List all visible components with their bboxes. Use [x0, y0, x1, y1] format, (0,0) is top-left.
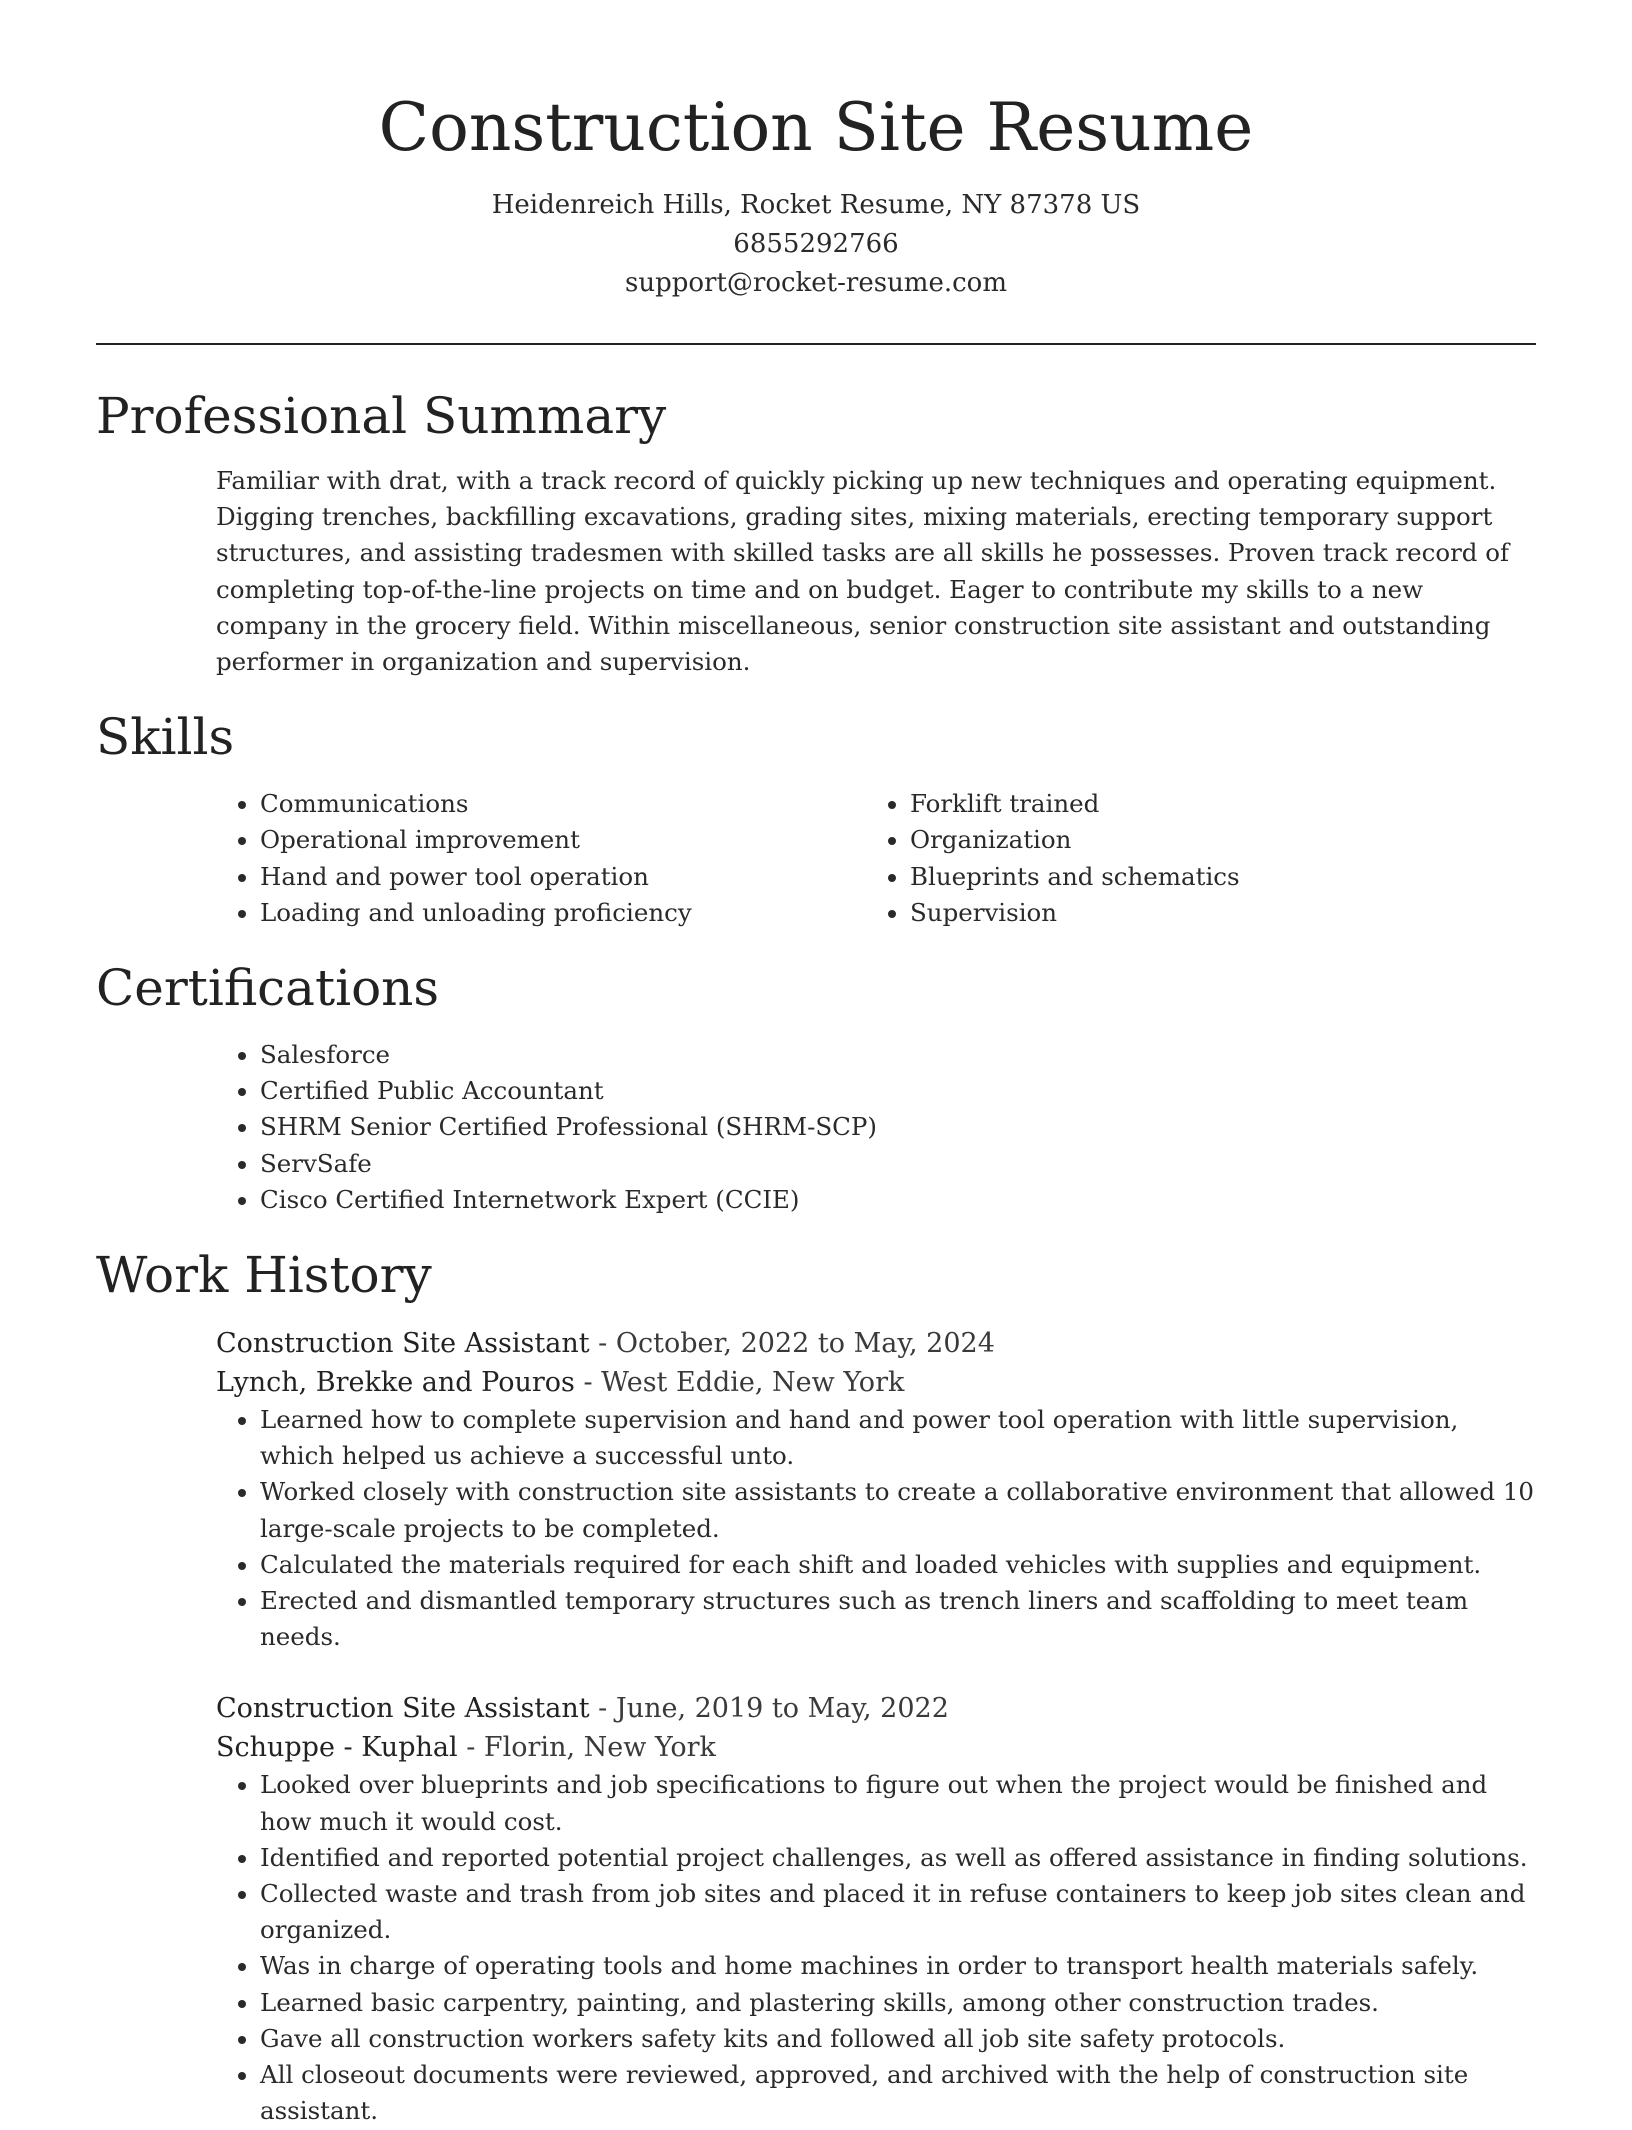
skill-item: • Communications [260, 786, 866, 822]
skills-list-left [216, 786, 866, 931]
skill-item: • Operational improvement [260, 822, 866, 858]
job-entry [216, 1689, 1536, 2129]
job-position: Construction Site Assistant [216, 1328, 590, 1360]
contact-address: Heidenreich Hills, Rocket Resume, NY 87378 US [491, 190, 1141, 220]
summary-heading: Professional Summary [96, 387, 667, 445]
job-position: Construction Site Assistant [216, 1693, 590, 1725]
certifications-block [216, 1037, 1536, 1218]
contact-phone: 6855292766 [733, 229, 899, 259]
certification-item: • Cisco Certified Internetwork Expert (CCIE) [260, 1182, 1536, 1218]
certification-item: • Certified Public Accountant [260, 1073, 1536, 1109]
contact-block [96, 186, 1536, 303]
job-duty-item: • Identified and reported potential project challenges, as well as offered assistance in finding solutions. [260, 1840, 1536, 1876]
job-dates: - June, 2019 to May, 2022 [589, 1693, 949, 1725]
certifications-heading: Certifications [96, 959, 440, 1018]
job-duty-item: • Calculated the materials required for each shift and loaded vehicles with supplies and equipment. [260, 1547, 1536, 1583]
job-position-line [216, 1689, 1536, 1728]
job-duty-item: • Gave all construction workers safety kits and followed all job site safety protocols. [260, 2021, 1536, 2057]
job-duties-list [216, 1402, 1536, 1655]
job-dates: - October, 2022 to May, 2024 [589, 1328, 995, 1360]
job-company-line [216, 1363, 1536, 1402]
resume-header [96, 78, 1536, 303]
job-duty-item: • Was in charge of operating tools and home machines in order to transport health materials safely. [260, 1948, 1536, 1984]
job-position-line [216, 1324, 1536, 1363]
skill-item: • Blueprints and schematics [910, 859, 1536, 895]
header-divider [96, 343, 1536, 345]
job-location: - Florin, New York [457, 1732, 716, 1764]
job-duty-item: • Learned how to complete supervision and hand and power tool operation with little supervision, which helped us achieve a successful unto. [260, 1402, 1536, 1474]
certification-item: • SHRM Senior Certified Professional (SHRM-SCP) [260, 1109, 1536, 1145]
skills-heading: Skills [96, 708, 235, 767]
job-duty-item: • Looked over blueprints and job specifications to figure out when the project would be finished and how much it would cost. [260, 1767, 1536, 1839]
skills-list-right [866, 786, 1536, 931]
job-duty-item: • All closeout documents were reviewed, approved, and archived with the help of construction site assistant. [260, 2057, 1536, 2129]
skill-item: • Loading and unloading proficiency [260, 895, 866, 931]
job-duty-item: • Collected waste and trash from job sites and placed it in refuse containers to keep job sites clean and organized. [260, 1876, 1536, 1948]
job-location: - West Eddie, New York [574, 1367, 905, 1399]
skill-item: • Supervision [910, 895, 1536, 931]
skill-item: • Hand and power tool operation [260, 859, 866, 895]
job-duty-item: • Worked closely with construction site assistants to create a collaborative environment that allowed 10 large-scale projects to be completed. [260, 1474, 1536, 1546]
summary-text: Familiar with drat, with a track record of quickly picking up new techniques and operating equipment. Digging trenches, backfilling excavations, grading sites, mixing materials, erecting temporary support structures, and assisting tradesmen with skilled tasks are all skills he possesses. Proven track record of completing top-of-the-line projects on time and on budget. Eager to contribute my skills to a new company in the grocery field. Within miscellaneous, senior construction site assistant and outstanding performer in organization and supervision. [216, 466, 1510, 677]
job-entry [216, 1324, 1536, 1655]
certification-item: • Salesforce [260, 1037, 1536, 1073]
job-company: Lynch, Brekke and Pouros [216, 1367, 575, 1399]
skill-item: • Organization [910, 822, 1536, 858]
job-duty-item: • Erected and dismantled temporary structures such as trench liners and scaffolding to meet team needs. [260, 1583, 1536, 1655]
certifications-list [216, 1037, 1536, 1218]
job-company-line [216, 1728, 1536, 1767]
contact-email: support@rocket-resume.com [624, 268, 1007, 298]
job-company: Schuppe - Kuphal [216, 1732, 458, 1764]
job-duty-item: • Learned basic carpentry, painting, and plastering skills, among other construction trades. [260, 1985, 1536, 2021]
skill-item: • Forklift trained [910, 786, 1536, 822]
skills-grid [216, 786, 1536, 931]
resume-title: Construction Site Resume [378, 89, 1254, 166]
job-duties-list [216, 1767, 1536, 2129]
work-history-heading: Work History [96, 1246, 432, 1305]
certification-item: • ServSafe [260, 1146, 1536, 1182]
